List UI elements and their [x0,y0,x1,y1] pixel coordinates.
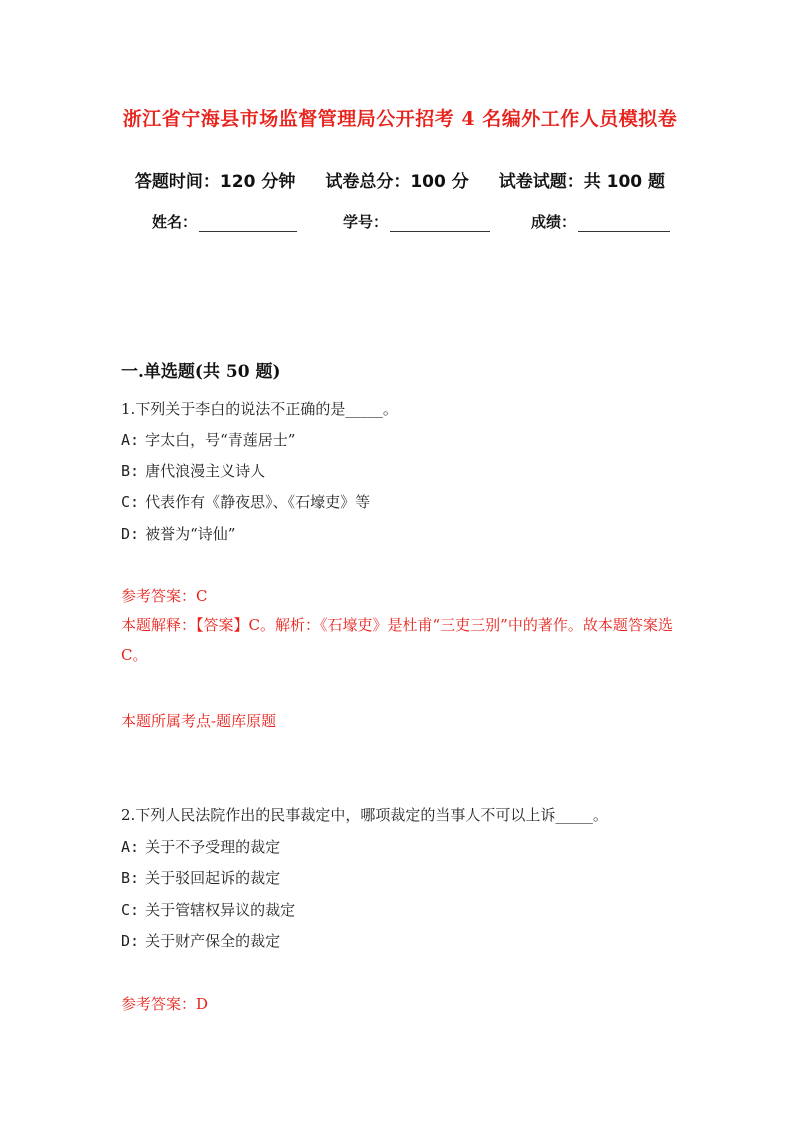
option-letter: D: [121,525,140,543]
question-1-option-a [121,429,295,450]
exam-question-count: 试卷试题：共 100 题 [498,172,666,192]
question-2-option-c [121,899,295,920]
option-text: 关于管辖权异议的裁定 [145,901,296,919]
score-field [531,211,670,232]
option-letter: A: [121,838,140,856]
option-letter: D: [121,932,140,950]
question-2-stem: 2.下列人民法院作出的民事裁定中，哪项裁定的当事人不可以上诉_____。 [121,806,608,824]
question-1-stem: 1.下列关于李白的说法不正确的是_____。 [121,400,398,418]
question-1-option-d [121,523,235,544]
option-text: 字太白，号“青莲居士” [145,431,296,449]
exam-meta [0,167,800,192]
section-heading: 一.单选题(共 50 题) [121,362,281,382]
name-label: 姓名： [152,213,198,231]
question-1-option-b [121,460,265,481]
option-text: 关于驳回起诉的裁定 [145,869,281,887]
option-letter: C: [121,901,140,919]
exam-duration: 答题时间：120 分钟 [134,172,296,192]
exam-title: 浙江省宁海县市场监督管理局公开招考 4 名编外工作人员模拟卷 [122,108,678,130]
student-id-label: 学号： [343,213,389,231]
question-2-option-b [121,867,280,888]
option-text: 关于不予受理的裁定 [145,838,281,856]
option-text: 被誉为“诗仙” [145,525,236,543]
question-1-explanation: 本题解释：【答案】C。解析：《石壕吏》是杜甫“三吏三别”中的著作。故本题答案选 C。 [121,616,673,664]
option-text: 代表作有《静夜思》、《石壕吏》等 [145,493,371,511]
student-id-field [343,211,490,232]
option-text: 唐代浪漫主义诗人 [145,462,266,480]
name-blank [199,217,297,232]
option-text: 关于财产保全的裁定 [145,932,281,950]
question-2-option-d [121,930,280,951]
question-1-topic-tag: 本题所属考点-题库原题 [121,712,277,730]
exam-total-score: 试卷总分：100 分 [325,172,469,192]
score-label: 成绩： [531,213,577,231]
question-2-answer: 参考答案：D [121,995,209,1013]
student-id-blank [390,217,490,232]
option-letter: A: [121,431,140,449]
question-1-answer: 参考答案：C [121,587,208,605]
name-field [152,211,297,232]
question-1-option-c [121,491,370,512]
option-letter: B: [121,462,140,480]
score-blank [578,217,670,232]
option-letter: C: [121,493,140,511]
question-2-option-a [121,836,280,857]
option-letter: B: [121,869,140,887]
